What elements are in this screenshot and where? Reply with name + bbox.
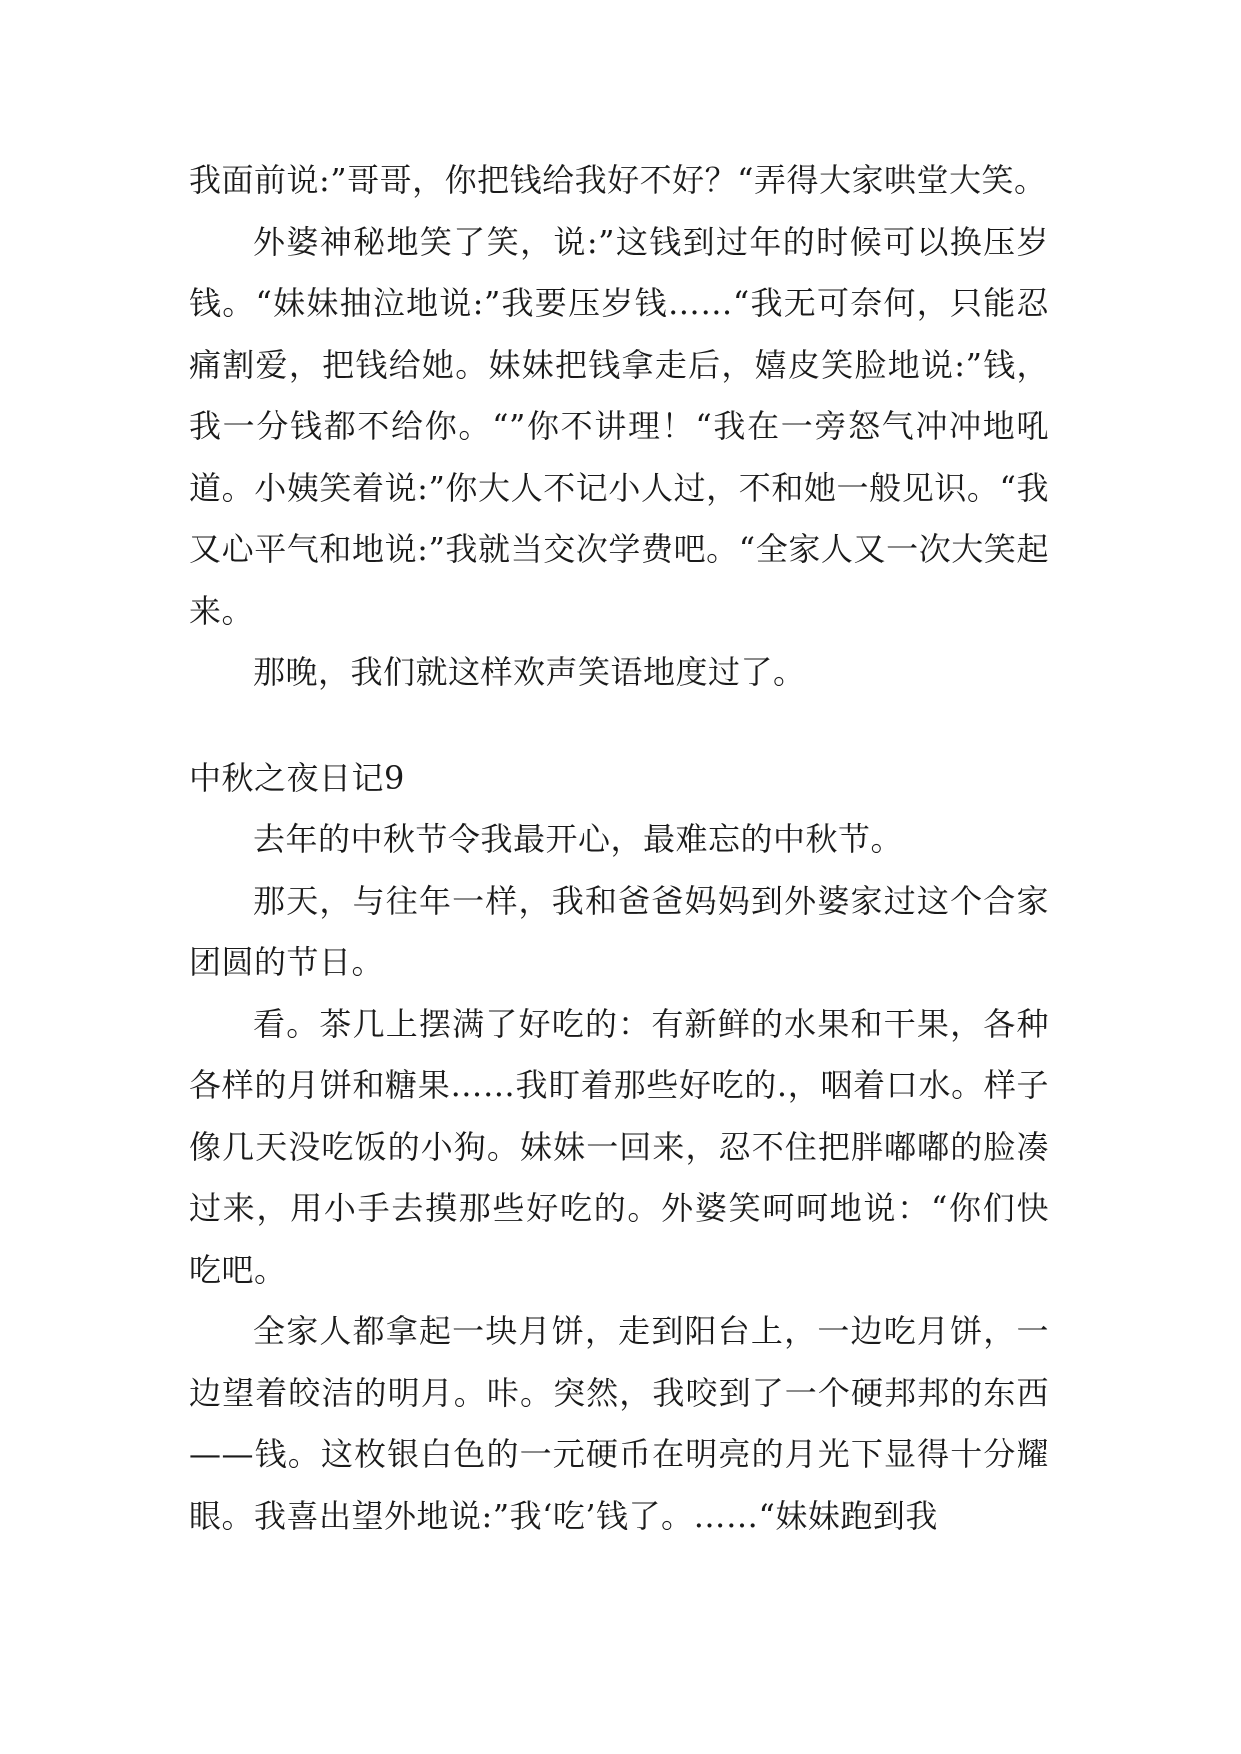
- paragraph: 我面前说:”哥哥，你把钱给我好不好？“弄得大家哄堂大笑。: [189, 161, 1047, 199]
- paragraph: 去年的中秋节令我最开心，最难忘的中秋节。: [253, 820, 904, 858]
- paragraph: 外婆神秘地笑了笑，说:”这钱到过年的时候可以换压岁钱。“妹妹抽泣地说:”我要压岁钱……“我无可奈何，只能忍痛割爱，把钱给她。妹妹把钱拿走后，嬉皮笑脸地说:”钱，我一分钱都不给你。“”你不讲理！“我在一旁怒气冲冲地吼道。小姨笑着说:”你大人不记小人过，不和她一般见识。“我又心平气和地说:”我就当交次学费吧。“全家人又一次大笑起来。: [189, 222, 1049, 630]
- paragraph: 那晚，我们就这样欢声笑语地度过了。: [253, 653, 806, 691]
- paragraph: 那天，与往年一样，我和爸爸妈妈到外婆家过这个合家团圆的节日。: [189, 881, 1049, 981]
- document-page: [189, 150, 1049, 1547]
- paragraph: 全家人都拿起一块月饼，走到阳台上，一边吃月饼，一边望着皎洁的明月。咔。突然，我咬到了一个硬邦邦的东西——钱。这枚银白色的一元硬币在明亮的月光下显得十分耀眼。我喜出望外地说:”我‘吃’钱了。……“妹妹跑到我: [189, 1312, 1049, 1535]
- paragraph: 看。茶几上摆满了好吃的：有新鲜的水果和干果，各种各样的月饼和糖果……我盯着那些好吃的.，咽着口水。样子像几天没吃饭的小狗。妹妹一回来，忍不住把胖嘟嘟的脸凑过来，用小手去摸那些好吃的。外婆笑呵呵地说：“你们快吃吧。: [189, 1004, 1049, 1289]
- section-title: 中秋之夜日记9: [189, 758, 405, 797]
